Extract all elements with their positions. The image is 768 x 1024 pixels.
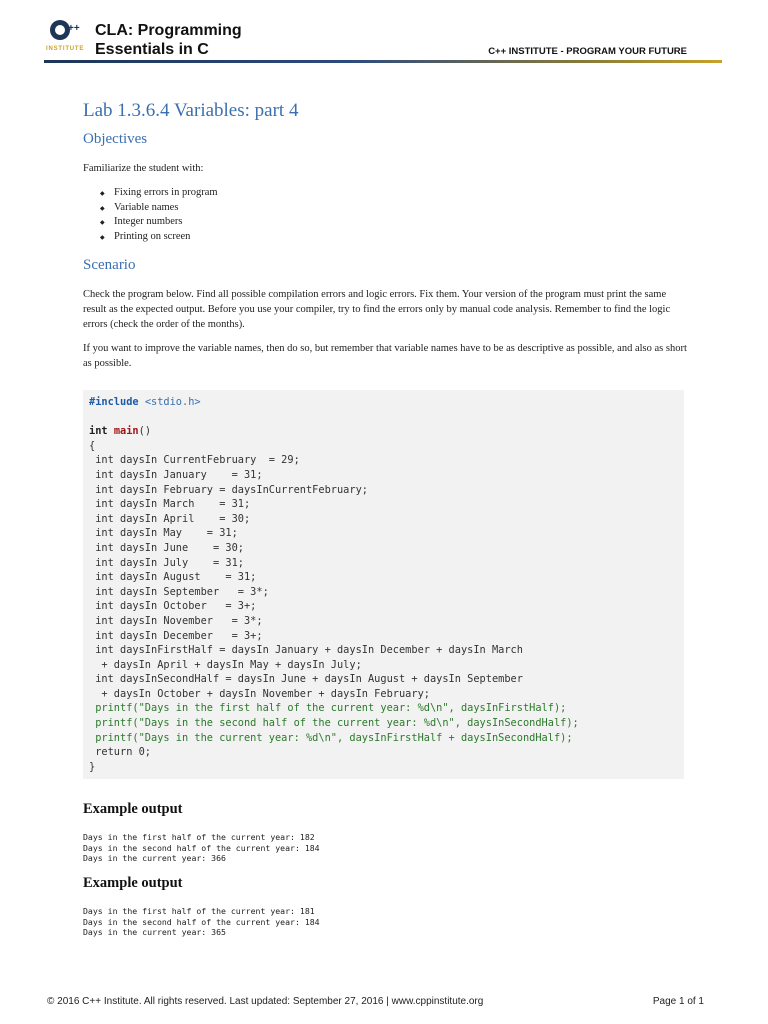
example-output-1 [83, 832, 320, 864]
code-line: + daysIn April + daysIn May + daysIn July; [95, 658, 362, 671]
include-directive: #include [89, 396, 139, 408]
output-line: Days in the first half of the current year: 181 [83, 906, 315, 916]
code-line: int daysIn July = 31; [95, 556, 244, 569]
code-line: int daysIn April = 30; [95, 512, 251, 525]
code-line: int daysIn February = daysInCurrentFebruary; [95, 483, 368, 496]
document-header-title [95, 21, 242, 59]
lab-title: Lab 1.3.6.4 Variables: part 4 [83, 100, 299, 121]
list-item: ◆ Variable names [114, 201, 218, 216]
example-output-2 [83, 906, 320, 938]
logo-institute-text: INSTITUTE [46, 46, 85, 52]
list-item: ◆ Printing on screen [114, 230, 218, 245]
scenario-paragraph-1: Check the program below. Find all possible compilation errors and logic errors. Fix them. Your version of the program must print the same result as the expected output. Before you use your compiler, try to find the errors only by manual code analysis. Remember to find the logic errors (check the order of the months). [83, 289, 671, 330]
header-title-line1: CLA: Programming [95, 22, 242, 39]
main-return-type: int [89, 425, 108, 438]
output-line: Days in the second half of the current year: 184 [83, 916, 320, 927]
code-line: int daysIn June = 30; [95, 541, 244, 554]
cpp-institute-logo [44, 18, 92, 58]
output-line: Days in the current year: 365 [83, 927, 226, 937]
code-line: int daysIn November = 3*; [95, 614, 263, 627]
code-line: int daysIn December = 3+; [95, 629, 263, 642]
code-line: int daysInSecondHalf = daysIn June + daysIn August + daysIn September [95, 673, 523, 686]
include-header: <stdio.h> [144, 396, 201, 408]
output-line: Days in the first half of the current year: 182 [83, 832, 315, 842]
example-output-heading-1: Example output [83, 801, 183, 817]
scenario-paragraph-2: If you want to improve the variable names, then do so, but remember that variable names have to be as descriptive as possible, and also as short as possible. [83, 343, 687, 369]
code-block [83, 390, 684, 779]
example-output-heading-2: Example output [83, 875, 183, 891]
code-line: int daysIn CurrentFebruary = 29; [95, 454, 300, 467]
code-line: printf("Days in the first half of the current year: %d\n", daysInFirstHalf); [95, 702, 567, 715]
objectives-list [83, 186, 218, 244]
list-item: ◆ Integer numbers [114, 215, 218, 230]
code-line: int daysIn September = 3*; [95, 585, 269, 598]
output-line: Days in the current year: 366 [83, 853, 226, 863]
footer-copyright: © 2016 C++ Institute. All rights reserved. Last updated: September 27, 2016 | www.cppinstitute.org [47, 996, 484, 1007]
code-listing: #include <stdio.h> int main() { int daysIn CurrentFebruary = 29; int daysIn January = 31; int daysIn February = daysInCurrentFebruary; int daysIn March = 31; int daysIn April = 30; int daysIn May = 31; int daysIn June = 30; int daysIn July = 31; int daysIn August = 31; int daysIn September = 3*; int daysIn October = 3+; int daysIn November = 3*; int daysIn December = 3+; int daysInFirstHalf = daysIn January + daysIn December + daysIn March + daysIn April + daysIn May + daysIn July; int daysInSecondHalf = daysIn June + daysIn August + daysIn September + daysIn October + daysIn November + daysIn February; printf("Days in the first half of the current year: %d\n", daysInFirstHalf); printf("Days in the second half of the current year: %d\n", daysInSecondHalf); printf("Days in the current year: %d\n", daysInFirstHalf + daysInSecondHalf); return 0; } [89, 396, 579, 773]
list-item: ◆ Fixing errors in program [114, 186, 218, 201]
header-tagline: C++ INSTITUTE - PROGRAM YOUR FUTURE [488, 46, 687, 57]
code-line: printf("Days in the second half of the current year: %d\n", daysInSecondHalf); [95, 717, 579, 730]
code-line: + daysIn October + daysIn November + daysIn February; [95, 687, 430, 700]
objectives-heading: Objectives [83, 131, 148, 147]
code-line: int daysInFirstHalf = daysIn January + daysIn December + daysIn March [95, 644, 523, 657]
output-line: Days in the second half of the current year: 184 [83, 842, 320, 853]
code-line: printf("Days in the current year: %d\n", daysInFirstHalf + daysInSecondHalf); [95, 731, 573, 744]
header-title-line2: Essentials in C [95, 41, 209, 58]
logo-inner-circle-icon [55, 25, 65, 35]
code-line: int daysIn May = 31; [95, 527, 238, 540]
code-line: int daysIn October = 3+; [95, 600, 257, 613]
code-line: int daysIn March = 31; [95, 498, 251, 511]
code-line: int daysIn August = 31; [95, 571, 257, 584]
logo-plus-text: ++ [68, 23, 80, 34]
main-function-name: main [113, 425, 139, 438]
footer-page-number: Page 1 of 1 [652, 996, 704, 1007]
objectives-intro: Familiarize the student with: [83, 163, 204, 174]
header-divider [44, 60, 722, 63]
code-line: return 0; [95, 746, 151, 759]
code-line: int daysIn January = 31; [95, 468, 263, 481]
scenario-heading: Scenario [83, 257, 136, 273]
